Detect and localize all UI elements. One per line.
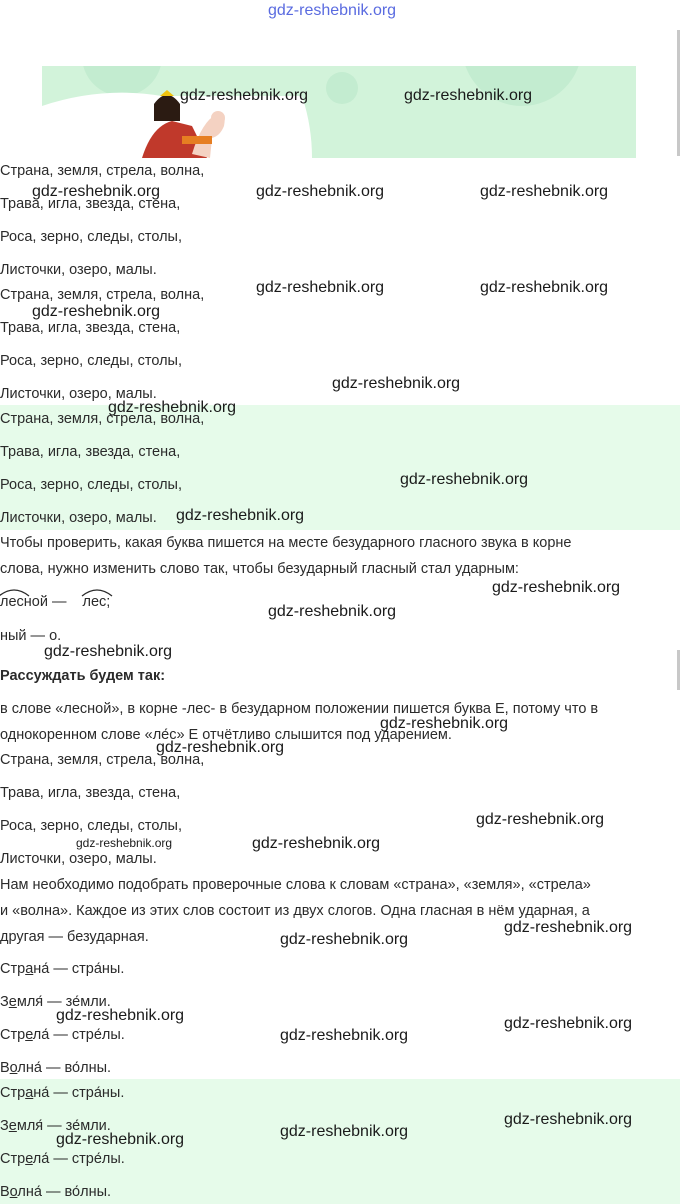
watermark[interactable]: gdz-reshebnik.org	[380, 715, 509, 732]
poem-line: Листочки, озеро, малы.	[0, 851, 157, 867]
poem-line: Трава, игла, звезда, стена,	[0, 444, 181, 460]
watermark[interactable]: gdz-reshebnik.org	[404, 87, 533, 104]
word-pair: Волна́ — во́лны.	[0, 1060, 112, 1076]
watermark[interactable]: gdz-reshebnik.org	[256, 183, 385, 200]
poem-line: Листочки, озеро, малы.	[0, 262, 157, 278]
watermark[interactable]: gdz-reshebnik.org	[332, 375, 461, 392]
unstressed-vowel: е	[25, 1027, 33, 1043]
root-example	[0, 594, 110, 610]
watermark[interactable]: gdz-reshebnik.org	[108, 399, 237, 416]
rule-text: ный — о.	[0, 628, 62, 644]
watermark[interactable]: gdz-reshebnik.org	[252, 835, 381, 852]
word-pair: Волна́ — во́лны.	[0, 1184, 112, 1200]
watermark-small[interactable]: gdz-reshebnik.org	[76, 836, 173, 850]
root-arc-icon	[81, 587, 115, 597]
rule-text: Чтобы проверить, какая буква пишется на месте безударного гласного звука в корне	[0, 535, 572, 551]
poem-line: Страна, земля, стрела, волна,	[0, 752, 205, 768]
word-pair: Стрела́ — стре́лы.	[0, 1151, 125, 1167]
poem-line: Страна, земля, стрела, волна,	[0, 287, 205, 303]
watermark[interactable]: gdz-reshebnik.org	[280, 931, 409, 948]
watermark-top[interactable]: gdz-reshebnik.org	[268, 2, 397, 19]
word-pair: Стрела́ — стре́лы.	[0, 1027, 125, 1043]
reasoning-text: в слове «лесной», в корне -лес- в безударном положении пишется буква Е, потому что в	[0, 701, 599, 717]
watermark[interactable]: gdz-reshebnik.org	[492, 579, 621, 596]
unstressed-vowel: а	[25, 1085, 34, 1101]
watermark[interactable]: gdz-reshebnik.org	[480, 183, 609, 200]
watermark[interactable]: gdz-reshebnik.org	[280, 1123, 409, 1140]
reasoning-heading: Рассуждать будем так:	[0, 668, 166, 684]
watermark[interactable]: gdz-reshebnik.org	[56, 1131, 185, 1148]
explanation-text: и «волна». Каждое из этих слов состоит из двух слогов. Одна гласная в нём ударная, а	[0, 903, 590, 919]
unstressed-vowel: е	[25, 1151, 33, 1167]
watermark[interactable]: gdz-reshebnik.org	[400, 471, 529, 488]
watermark[interactable]: gdz-reshebnik.org	[504, 1015, 633, 1032]
watermark[interactable]: gdz-reshebnik.org	[44, 643, 173, 660]
poem-line: Страна, земля, стрела, волна,	[0, 163, 205, 179]
watermark[interactable]: gdz-reshebnik.org	[504, 919, 633, 936]
unstressed-vowel: е	[8, 1118, 17, 1134]
watermark[interactable]: gdz-reshebnik.org	[256, 279, 385, 296]
poem-line: Роса, зерно, следы, столы,	[0, 818, 182, 834]
watermark[interactable]: gdz-reshebnik.org	[504, 1111, 633, 1128]
banner-illustration	[42, 66, 636, 158]
watermark[interactable]: gdz-reshebnik.org	[476, 811, 605, 828]
root-word: лес	[0, 594, 24, 610]
header-banner	[42, 66, 636, 158]
poem-line: Листочки, озеро, малы.	[0, 386, 157, 402]
example-rest: ;	[106, 594, 111, 610]
poem-line: Трава, игла, звезда, стена,	[0, 320, 181, 336]
root-arc-icon	[0, 587, 32, 597]
unstressed-vowel: е	[8, 994, 17, 1010]
reasoning-text: однокоренном слове «ле́с» Е отчётливо слышится под ударением.	[0, 727, 452, 743]
poem-line: Роса, зерно, следы, столы,	[0, 477, 182, 493]
watermark[interactable]: gdz-reshebnik.org	[176, 507, 305, 524]
watermark[interactable]: gdz-reshebnik.org	[56, 1007, 185, 1024]
poem-line: Трава, игла, звезда, стена,	[0, 196, 181, 212]
word-pair: Страна́ — стра́ны.	[0, 961, 125, 977]
watermark[interactable]: gdz-reshebnik.org	[32, 183, 161, 200]
explanation-text: другая — безударная.	[0, 929, 149, 945]
unstressed-vowel: о	[9, 1184, 18, 1200]
watermark[interactable]: gdz-reshebnik.org	[32, 303, 161, 320]
watermark[interactable]: gdz-reshebnik.org	[268, 603, 397, 620]
poem-line: Роса, зерно, следы, столы,	[0, 229, 182, 245]
poem-line: Роса, зерно, следы, столы,	[0, 353, 182, 369]
example-rest: ной —	[23, 594, 67, 610]
poem-line: Трава, игла, звезда, стена,	[0, 785, 181, 801]
word-pair: Страна́ — стра́ны.	[0, 1085, 125, 1101]
rule-text: слова, нужно изменить слово так, чтобы безударный гласный стал ударным:	[0, 561, 519, 577]
unstressed-vowel: а	[25, 961, 34, 977]
word-pair: Земля́ — зе́мли.	[0, 1118, 111, 1134]
poem-line: Листочки, озеро, малы.	[0, 510, 157, 526]
watermark[interactable]: gdz-reshebnik.org	[280, 1027, 409, 1044]
root-word: лес	[82, 594, 107, 610]
explanation-text: Нам необходимо подобрать проверочные слова к словам «страна», «земля», «стрела»	[0, 877, 591, 893]
watermark[interactable]: gdz-reshebnik.org	[480, 279, 609, 296]
watermark[interactable]: gdz-reshebnik.org	[156, 739, 285, 756]
poem-line: Страна, земля, стрела, волна,	[0, 411, 205, 427]
unstressed-vowel: о	[9, 1060, 18, 1076]
watermark[interactable]: gdz-reshebnik.org	[180, 87, 309, 104]
word-pair: Земля́ — зе́мли.	[0, 994, 111, 1010]
